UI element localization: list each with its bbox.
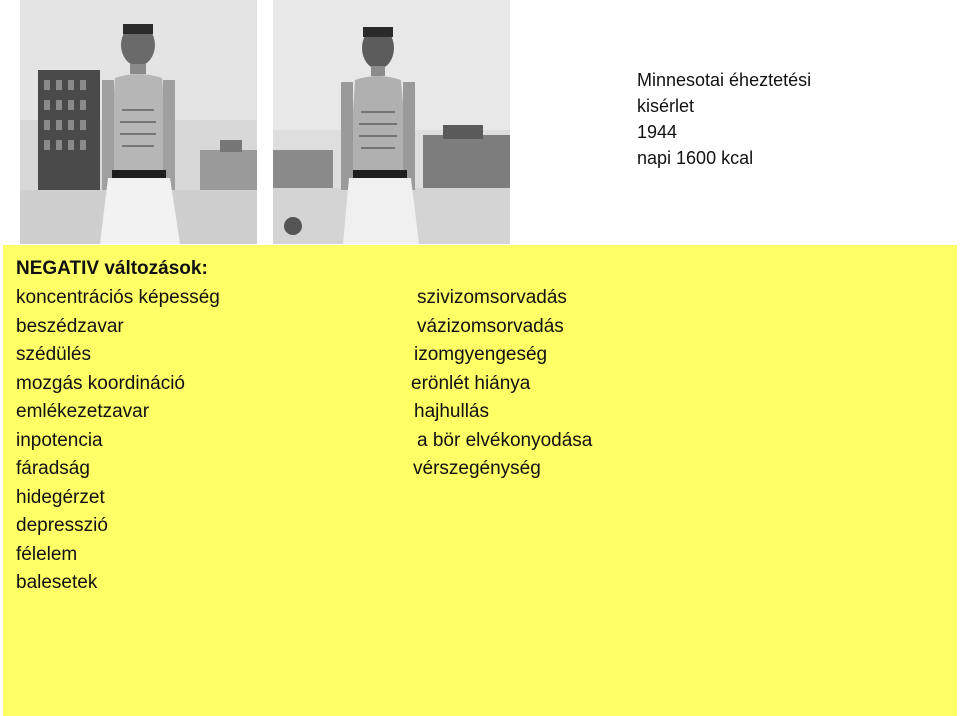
- list-item: hidegérzet: [16, 486, 105, 508]
- symptom-list-left: [16, 284, 220, 598]
- photo-left: [20, 0, 257, 244]
- list-item: a bör elvékonyodása: [417, 429, 593, 451]
- list-item: vérszegénység: [413, 458, 541, 479]
- list-item: szédülés: [16, 344, 91, 365]
- list-item: koncentrációs képesség: [16, 287, 220, 308]
- list-item: hajhullás: [414, 401, 489, 422]
- photo-right: [273, 0, 510, 244]
- list-item: inpotencia: [16, 429, 103, 451]
- list-item: vázizomsorvadás: [417, 315, 564, 337]
- caption-line: kisérlet: [637, 96, 695, 116]
- list-item: balesetek: [16, 572, 98, 593]
- list-item: erönlét hiánya: [411, 372, 531, 394]
- list-item: izomgyengeség: [414, 344, 548, 365]
- panel-heading: NEGATIV változások:: [16, 258, 208, 279]
- list-item: emlékezetzavar: [16, 401, 150, 422]
- list-item: beszédzavar: [16, 315, 124, 337]
- symptom-list-right: [411, 284, 592, 484]
- caption-line: 1944: [637, 122, 678, 142]
- list-item: depresszió: [16, 515, 108, 536]
- caption-line: Minnesotai éheztetési: [637, 70, 812, 90]
- list-item: szivizomsorvadás: [417, 287, 567, 308]
- negative-changes-panel: [3, 245, 957, 716]
- list-item: mozgás koordináció: [16, 372, 185, 394]
- experiment-caption: [637, 67, 811, 171]
- caption-line: napi 1600 kcal: [637, 148, 754, 168]
- list-item: fáradság: [16, 458, 90, 479]
- starved-man-photo-icon: [20, 0, 257, 244]
- list-item: félelem: [16, 543, 78, 565]
- starved-man-photo-icon: [273, 0, 510, 244]
